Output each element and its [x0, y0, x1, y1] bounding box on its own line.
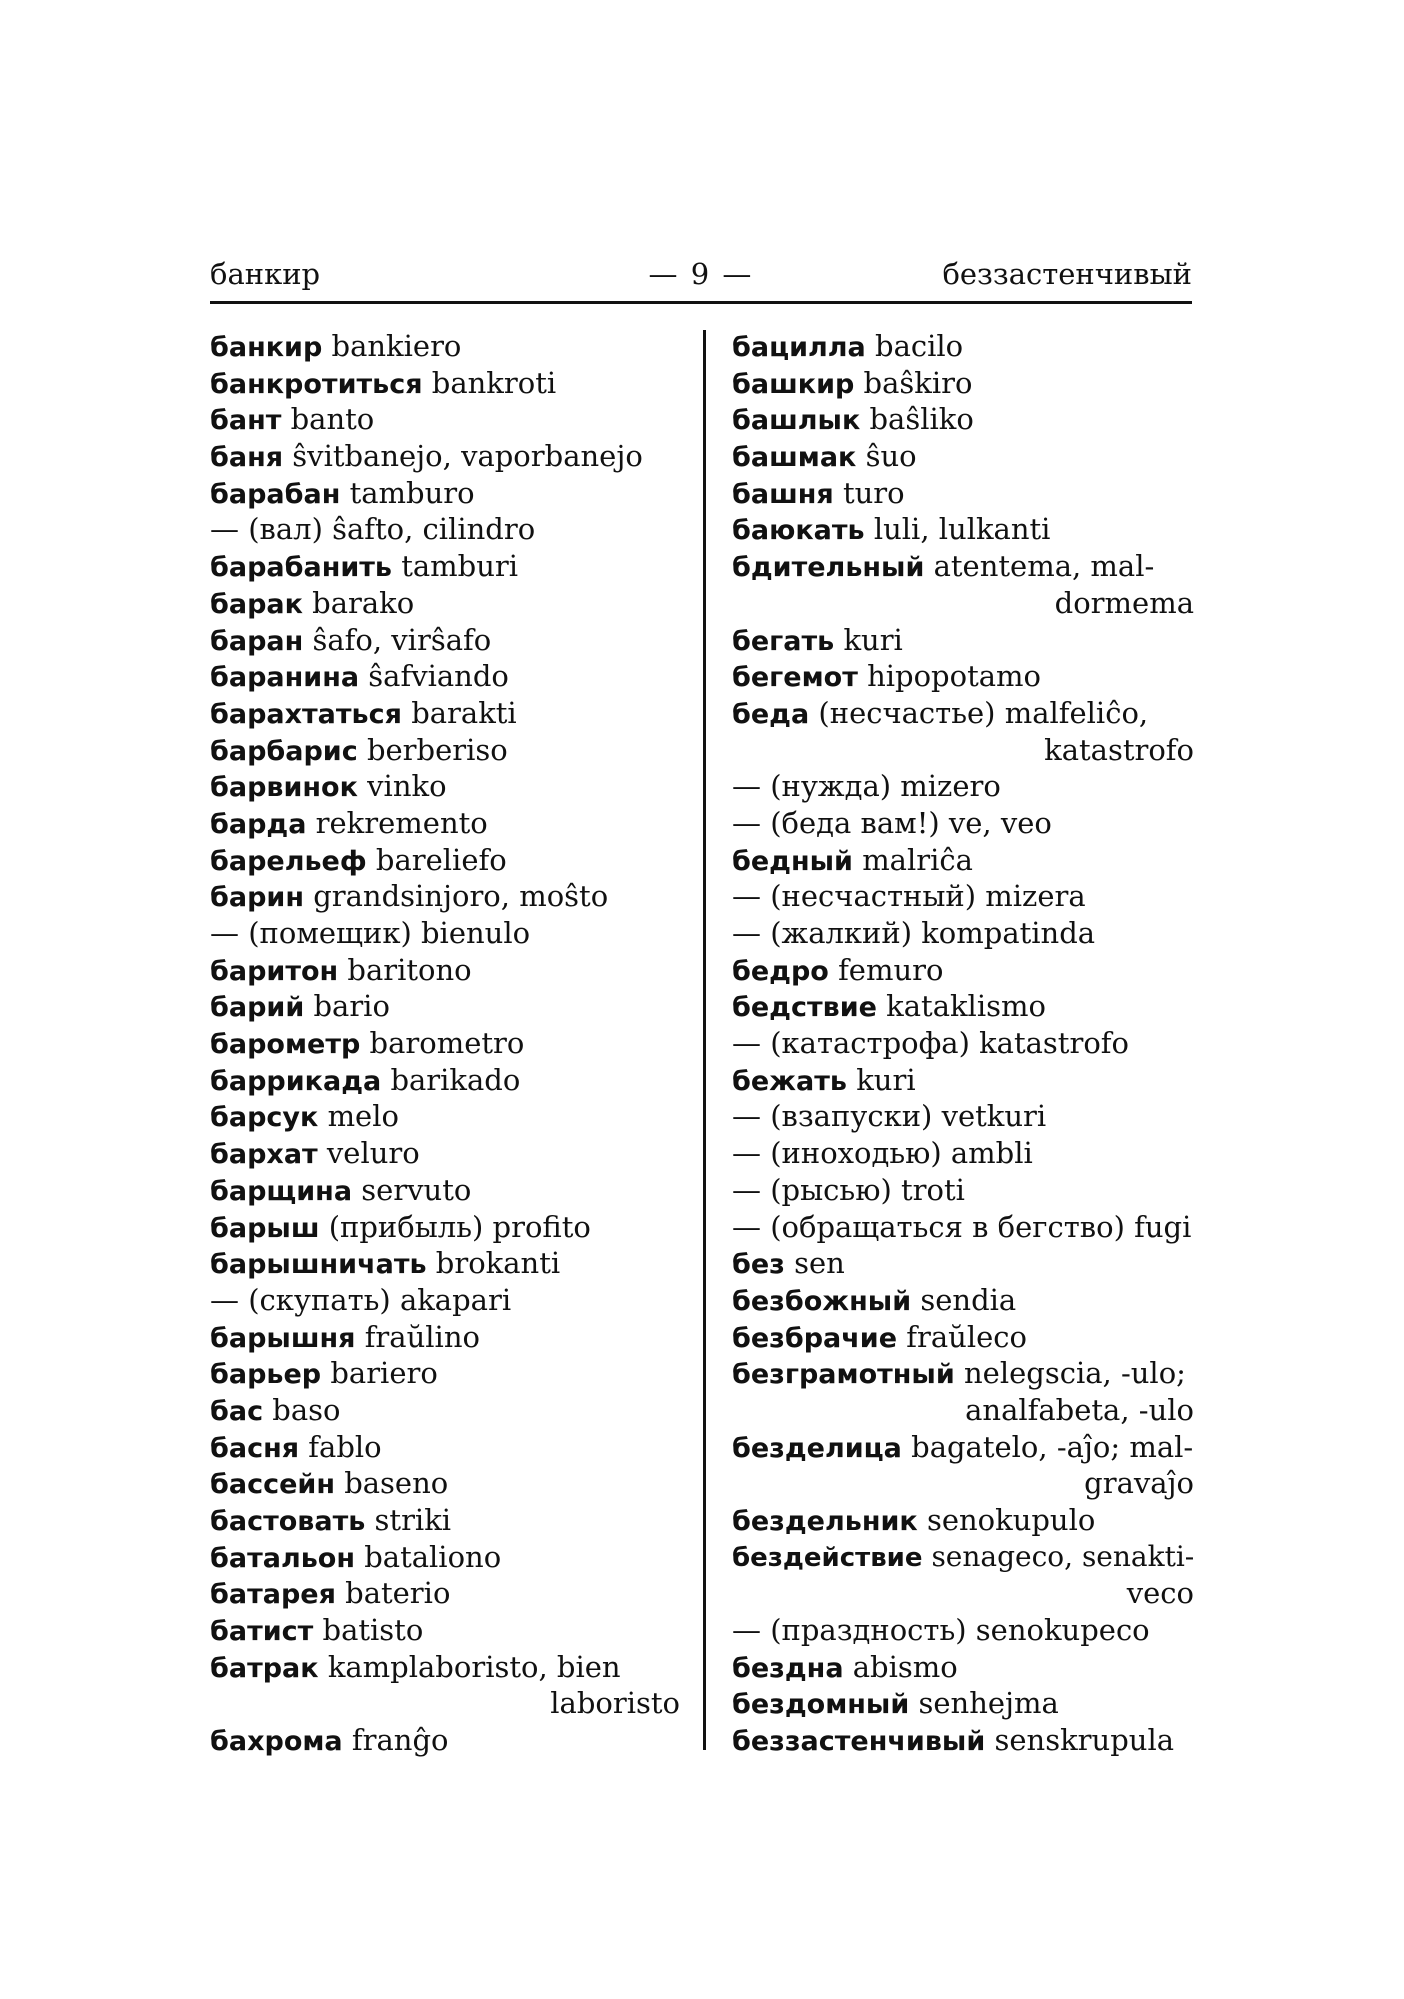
dictionary-entry	[210, 952, 680, 989]
translation: barakti	[411, 695, 517, 730]
translation: katastrofo	[1044, 732, 1194, 767]
dictionary-entry	[210, 1135, 680, 1172]
headword: бедный	[732, 845, 853, 877]
translation: bagatelo, -aĵo; mal-	[911, 1429, 1194, 1464]
dictionary-entry	[732, 511, 1194, 548]
entry-continuation	[732, 732, 1194, 769]
entry-continuation	[732, 1575, 1194, 1612]
translation: bariero	[330, 1356, 438, 1391]
headword: барвинок	[210, 772, 358, 804]
translation: kataklismo	[886, 989, 1046, 1024]
dictionary-entry	[210, 1502, 680, 1539]
dictionary-entry	[210, 1465, 680, 1502]
translation: — (праздность) senokupeco	[732, 1613, 1150, 1648]
translation: — (рысью) troti	[732, 1172, 965, 1207]
headword: бегемот	[732, 662, 858, 694]
dictionary-entry	[210, 842, 680, 879]
translation: baritono	[347, 952, 472, 987]
entry-continuation	[732, 1465, 1194, 1502]
dictionary-entry	[732, 1502, 1194, 1539]
headword: баня	[210, 442, 284, 474]
column-divider	[703, 330, 706, 1750]
translation: sendia	[920, 1282, 1017, 1317]
headword: бежать	[732, 1065, 847, 1097]
translation: — (беда вам!) ve, veo	[732, 805, 1052, 840]
dictionary-entry	[732, 915, 1194, 952]
translation: veluro	[326, 1136, 420, 1171]
headword: банкротиться	[210, 368, 423, 400]
headword: барышничать	[210, 1249, 427, 1281]
dictionary-entry	[732, 401, 1194, 438]
translation: banto	[290, 402, 375, 437]
header-rule	[210, 301, 1192, 304]
headword: безделица	[732, 1432, 902, 1464]
translation: — (скупать) akapari	[210, 1282, 512, 1317]
headword: бастовать	[210, 1506, 366, 1537]
translation: ŝafo, virŝafo	[312, 622, 492, 657]
dictionary-entry	[732, 1098, 1194, 1135]
dictionary-entry	[732, 475, 1194, 512]
dictionary-entry	[210, 878, 680, 915]
translation: sen	[794, 1246, 845, 1281]
dictionary-entry	[210, 768, 680, 805]
dictionary-entry	[732, 1685, 1194, 1722]
headword: барельеф	[210, 845, 367, 877]
translation: nelegscia, -ulo;	[963, 1356, 1186, 1391]
entry-continuation	[732, 1392, 1194, 1429]
dictionary-entry	[732, 438, 1194, 475]
header-first-word: банкир	[210, 257, 321, 291]
translation: laboristo	[550, 1686, 680, 1721]
translation: tamburo	[349, 475, 475, 510]
translation: kuri	[843, 622, 903, 657]
dictionary-entry	[210, 1025, 680, 1062]
translation: — (обращаться в бегство) fugi	[732, 1209, 1192, 1244]
translation: rekremento	[315, 805, 488, 840]
dictionary-entry	[210, 1282, 680, 1319]
dictionary-entry	[210, 438, 680, 475]
translation: — (взапуски) vetkuri	[732, 1099, 1047, 1134]
dictionary-entry	[732, 1062, 1194, 1099]
headword: бдительный	[732, 552, 925, 584]
headword: барышня	[210, 1322, 356, 1354]
headword: бассейн	[210, 1469, 335, 1501]
dictionary-entry	[732, 1539, 1194, 1576]
translation: malriĉa	[862, 842, 973, 877]
dictionary-entry	[210, 732, 680, 769]
headword: басня	[210, 1432, 300, 1464]
right-column	[732, 328, 1194, 1759]
dictionary-entry	[732, 548, 1194, 585]
dictionary-entry	[210, 805, 680, 842]
dictionary-entry	[210, 1209, 680, 1246]
dictionary-entry	[732, 1429, 1194, 1466]
headword: бацилла	[732, 332, 866, 363]
entry-continuation	[732, 585, 1194, 622]
headword: бездомный	[732, 1689, 910, 1721]
dictionary-entry	[732, 842, 1194, 879]
dictionary-entry	[732, 1025, 1194, 1062]
translation: bankiero	[331, 329, 462, 363]
dictionary-entry	[732, 1319, 1194, 1356]
dictionary-entry	[732, 1355, 1194, 1392]
dictionary-entry	[210, 658, 680, 695]
dictionary-entry	[210, 622, 680, 659]
translation: baseno	[344, 1466, 449, 1501]
headword: банкир	[210, 332, 323, 363]
translation: melo	[327, 1099, 399, 1134]
dictionary-entry	[210, 511, 680, 548]
dictionary-entry	[732, 878, 1194, 915]
left-column	[210, 328, 680, 1759]
dictionary-entry	[732, 1722, 1194, 1759]
dictionary-entry	[732, 805, 1194, 842]
dictionary-entry	[210, 1355, 680, 1392]
headword: барщина	[210, 1175, 353, 1207]
headword: батист	[210, 1616, 314, 1648]
translation: luli, lulkanti	[873, 512, 1051, 547]
headword: безбожный	[732, 1285, 912, 1317]
headword: башкир	[732, 368, 855, 400]
translation: senskrupula	[994, 1723, 1175, 1758]
translation: baterio	[345, 1576, 451, 1611]
dictionary-entry	[210, 1649, 680, 1686]
dictionary-entry	[210, 328, 680, 365]
translation: bataliono	[364, 1539, 502, 1574]
headword: безбрачие	[732, 1322, 898, 1354]
dictionary-entry	[210, 695, 680, 732]
dictionary-entry	[210, 1172, 680, 1209]
translation: servuto	[361, 1172, 472, 1207]
headword: барин	[210, 882, 304, 914]
headword: барьер	[210, 1359, 322, 1391]
headword: барда	[210, 808, 307, 840]
headword: башня	[732, 478, 834, 510]
translation: brokanti	[435, 1246, 561, 1281]
translation: hipopotamo	[867, 659, 1041, 694]
dictionary-entry	[210, 1429, 680, 1466]
translation: kuri	[856, 1062, 916, 1097]
headword: беззастенчивый	[732, 1726, 986, 1758]
headword: бездействие	[732, 1542, 923, 1573]
translation: ŝuo	[865, 439, 917, 474]
dictionary-entry	[210, 1612, 680, 1649]
dictionary-entry	[210, 585, 680, 622]
translation: senokupulo	[926, 1503, 1096, 1537]
dictionary-entry	[732, 695, 1194, 732]
dictionary-entry	[210, 915, 680, 952]
dictionary-entry	[210, 1722, 680, 1759]
dictionary-entry	[210, 1098, 680, 1135]
translation: atentema, mal-	[933, 549, 1155, 584]
headword: баррикада	[210, 1065, 382, 1097]
dictionary-entry	[210, 1319, 680, 1356]
headword: башмак	[732, 442, 857, 474]
dictionary-entry	[732, 768, 1194, 805]
headword: баранина	[210, 662, 360, 694]
translation: — (вал) ŝafto, cilindro	[210, 512, 536, 547]
headword: барабан	[210, 478, 341, 510]
header-last-word: беззастенчивый	[942, 257, 1192, 291]
translation: barometro	[369, 1026, 525, 1061]
translation: vinko	[367, 769, 447, 804]
dictionary-entry	[210, 1539, 680, 1576]
page-number: — 9 —	[648, 257, 754, 291]
translation: fraŭleco	[906, 1319, 1027, 1354]
headword: барабанить	[210, 552, 392, 584]
translation: abismo	[852, 1649, 958, 1684]
translation: veco	[1126, 1576, 1194, 1611]
headword: бедствие	[732, 992, 877, 1024]
translation: franĝo	[351, 1723, 449, 1758]
translation: (прибыль) profito	[328, 1209, 591, 1244]
translation: — (иноходью) ambli	[732, 1136, 1033, 1171]
headword: бедро	[732, 955, 829, 987]
dictionary-entry	[732, 622, 1194, 659]
headword: безграмотный	[732, 1359, 955, 1391]
headword: бас	[210, 1395, 264, 1427]
dictionary-entry	[210, 365, 680, 402]
translation: fraŭlino	[364, 1319, 480, 1354]
dictionary-entry	[732, 328, 1194, 365]
dictionary-entry	[210, 548, 680, 585]
translation: turo	[842, 475, 905, 510]
dictionary-entry	[732, 988, 1194, 1025]
translation: — (нужда) mizero	[732, 769, 1001, 804]
dictionary-entry	[732, 1135, 1194, 1172]
headword: барометр	[210, 1029, 361, 1061]
headword: баюкать	[732, 515, 865, 547]
translation: tamburi	[401, 549, 519, 584]
translation: analfabeta, -ulo	[965, 1392, 1194, 1427]
translation: ŝafviando	[368, 659, 509, 694]
page-header	[210, 252, 1192, 296]
headword: бегать	[732, 625, 835, 657]
headword: барий	[210, 992, 305, 1024]
headword: бант	[210, 405, 282, 437]
dictionary-entry	[210, 1392, 680, 1429]
headword: без	[732, 1249, 785, 1281]
translation: gravaĵo	[1084, 1466, 1194, 1501]
dictionary-entry	[732, 1282, 1194, 1319]
dictionary-entry	[732, 658, 1194, 695]
translation: (несчастье) malfeliĉo,	[818, 695, 1149, 730]
dictionary-entry	[732, 1612, 1194, 1649]
translation: bareliefo	[375, 842, 507, 877]
headword: бахрома	[210, 1726, 343, 1758]
headword: батарея	[210, 1579, 336, 1611]
headword: башлык	[732, 405, 861, 437]
translation: — (помещик) bienulo	[210, 916, 531, 950]
translation: ŝvitbanejo, vaporbanejo	[292, 439, 643, 474]
translation: — (жалкий) kompatinda	[732, 916, 1096, 950]
headword: барахтаться	[210, 698, 402, 730]
translation: — (катастрофа) katastrofo	[732, 1026, 1129, 1061]
headword: батальон	[210, 1542, 355, 1574]
dictionary-entry	[210, 1062, 680, 1099]
dictionary-entry	[210, 475, 680, 512]
headword: барак	[210, 588, 303, 620]
headword: батрак	[210, 1652, 319, 1684]
dictionary-entry	[732, 1245, 1194, 1282]
translation: barikado	[390, 1062, 521, 1097]
translation: bacilo	[875, 329, 964, 363]
translation: berberiso	[366, 732, 508, 767]
headword: беда	[732, 698, 810, 730]
dictionary-entry	[732, 1172, 1194, 1209]
dictionary-entry	[732, 1209, 1194, 1246]
translation: batisto	[322, 1613, 424, 1648]
headword: баритон	[210, 955, 339, 987]
translation: dormema	[1054, 585, 1194, 620]
headword: барбарис	[210, 735, 358, 767]
headword: бархат	[210, 1139, 318, 1171]
translation: senhejma	[918, 1686, 1059, 1721]
dictionary-entry	[210, 1575, 680, 1612]
entry-continuation	[210, 1685, 680, 1722]
translation: — (несчастный) mizera	[732, 879, 1086, 914]
dictionary-entry	[210, 988, 680, 1025]
headword: бездна	[732, 1652, 844, 1684]
translation: bario	[313, 989, 390, 1024]
headword: барыш	[210, 1212, 320, 1244]
translation: baŝkiro	[863, 365, 973, 400]
dictionary-entry	[732, 365, 1194, 402]
dictionary-entry	[732, 952, 1194, 989]
headword: бездельник	[732, 1506, 918, 1537]
translation: kamplaboristo, bien	[327, 1649, 621, 1684]
translation: fablo	[308, 1429, 382, 1464]
dictionary-entry	[732, 1649, 1194, 1686]
translation: striki	[374, 1503, 452, 1537]
headword: барсук	[210, 1102, 319, 1134]
translation: senageco, senakti-	[931, 1539, 1195, 1573]
translation: baŝliko	[869, 402, 974, 437]
translation: barako	[312, 585, 415, 620]
dictionary-entry	[210, 401, 680, 438]
headword: баран	[210, 625, 304, 657]
translation: bankroti	[431, 365, 557, 400]
translation: femuro	[838, 952, 944, 987]
translation: baso	[272, 1392, 341, 1427]
translation: grandsinjoro, moŝto	[313, 879, 609, 914]
dictionary-entry	[210, 1245, 680, 1282]
